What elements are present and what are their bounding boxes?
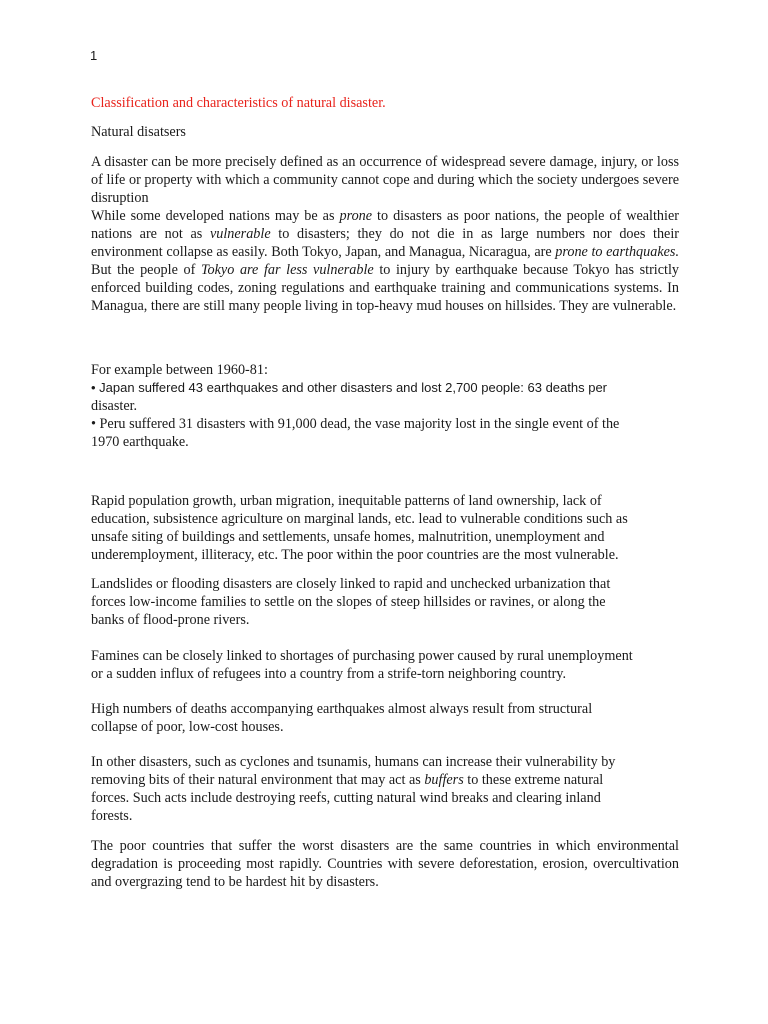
example-lead: For example between 1960-81: [91, 362, 268, 378]
poor-countries-paragraph: The poor countries that suffer the worst disasters are the same countries in which environmental degradation is proceeding most rapidly. Countries with severe deforestation, erosion, overcultivation and overgrazing tend to be hardest hit by disasters. [91, 838, 679, 890]
famines-paragraph: Famines can be closely linked to shortages of purchasing power caused by rural unemployment or a sudden influx of refugees into a country from a strife-torn neighboring country. [91, 648, 633, 682]
document-title: Classification and characteristics of natural disaster. [91, 95, 386, 111]
landslides-paragraph: Landslides or flooding disasters are closely linked to rapid and unchecked urbanization that forces low-income families to settle on the slopes of steep hillsides or ravines, or along the banks of flood-prone rivers. [91, 576, 611, 628]
definition-paragraph: A disaster can be more precisely defined as an occurrence of widespread severe damage, injury, or loss of life or property with which a community cannot cope and during which the society undergoes severe disruption [91, 154, 679, 206]
deaths-paragraph: High numbers of deaths accompanying earthquakes almost always result from structural collapse of poor, low-cost houses. [91, 701, 593, 735]
example-bullet-peru: • Peru suffered 31 disasters with 91,000 dead, the vase majority lost in the single event of the 1970 earthquake. [91, 416, 620, 450]
vulnerability-paragraph: While some developed nations may be as prone to disasters as poor nations, the people of wealthier nations are not as vulnerable to disasters; they do not die in as large numbers nor does their environment collapse as easily. Both Tokyo, Japan, and Managua, Nicaragua, are prone to earthquakes. But the people of Tokyo are far less vulnerable to injury by earthquake because Tokyo has strictly enforced building codes, zoning regulations and earthquake training and communications systems. In Managua, there are still many people living in top-heavy mud houses on hillsides. They are vulnerable. [91, 208, 680, 314]
page-number: 1 [90, 48, 98, 63]
population-paragraph: Rapid population growth, urban migration, inequitable patterns of land ownership, lack of education, subsistence agriculture on marginal lands, etc. lead to vulnerable conditions such as unsafe siting of buildings and settlements, unsafe homes, malnutrition, unemployment and underemployment, illiteracy, etc. The poor within the poor countries are the most vulnerable. [91, 493, 628, 563]
example-bullet-japan: • Japan suffered 43 earthquakes and other disasters and lost 2,700 people: 63 deaths per disaster. [91, 380, 608, 414]
cyclones-paragraph: In other disasters, such as cyclones and tsunamis, humans can increase their vulnerability by removing bits of their natural environment that may act as buffers to these extreme natural forces. Such acts include destroying reefs, cutting natural wind breaks and clearing inland forests. [91, 754, 616, 824]
section-subtitle: Natural disatsers [91, 124, 186, 140]
